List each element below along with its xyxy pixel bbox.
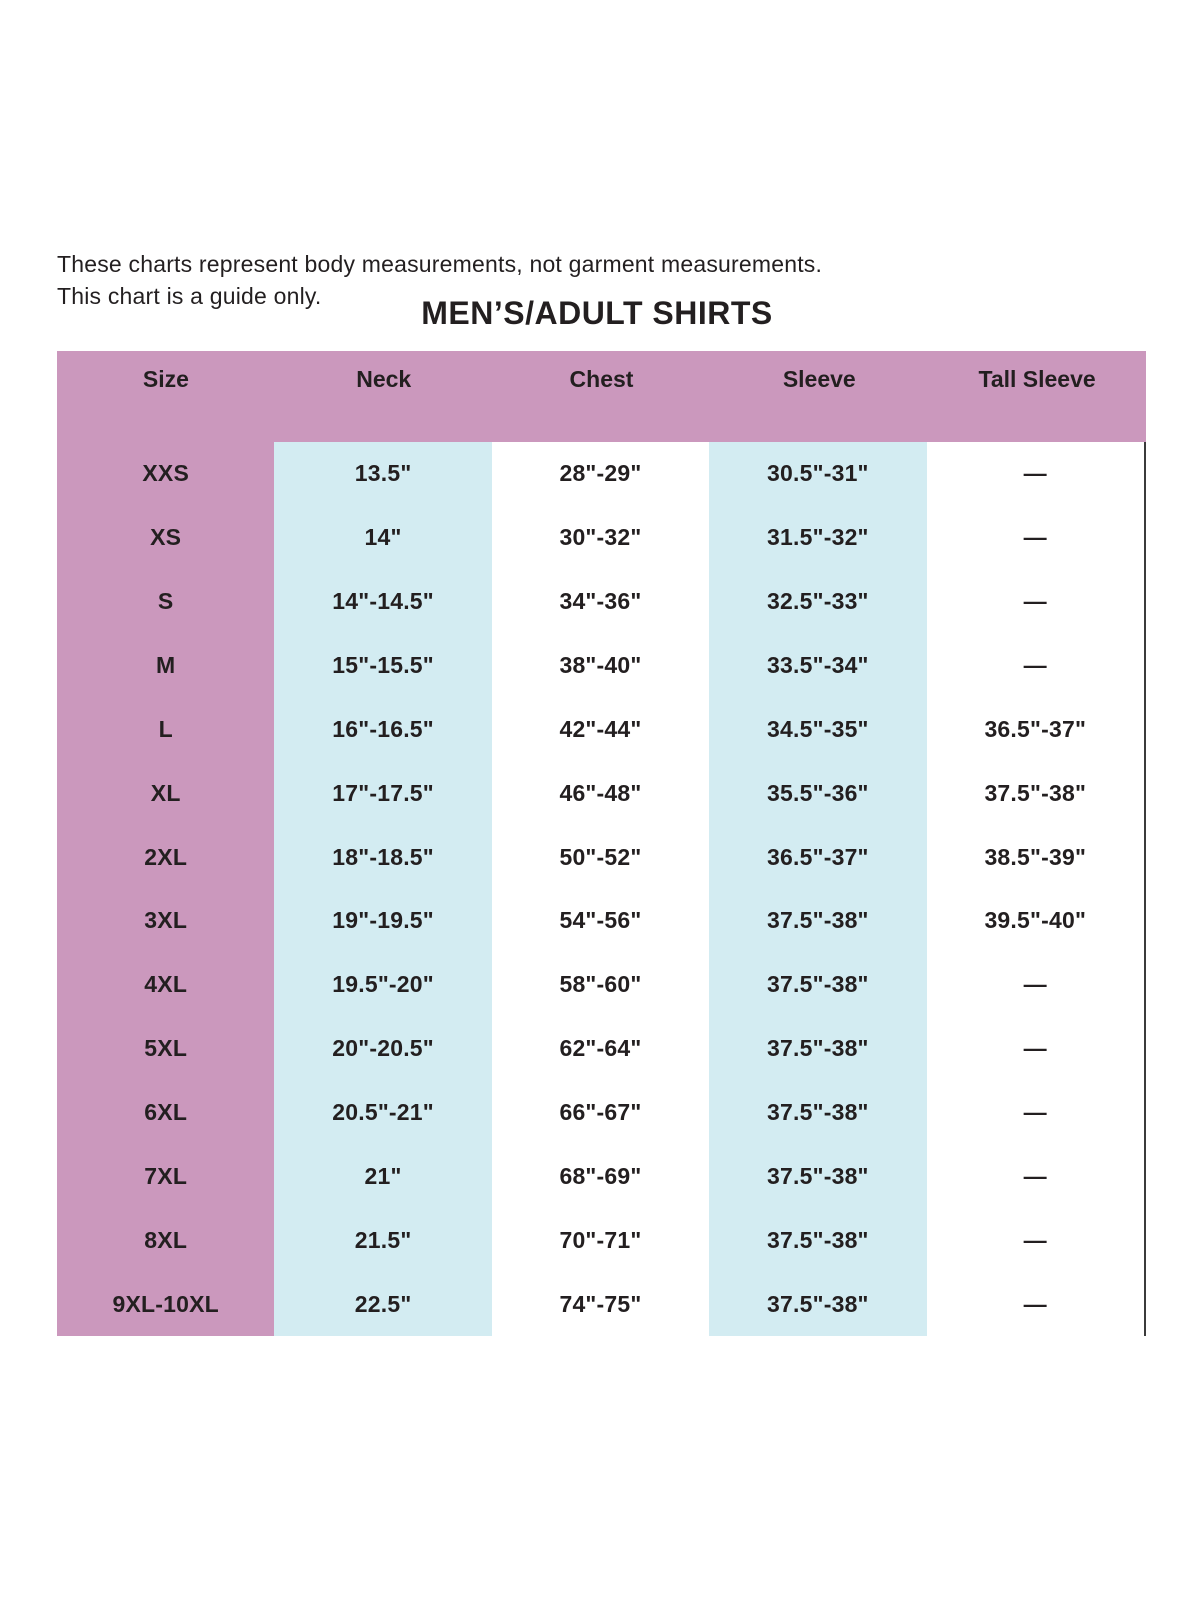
sleeve-cell: 37.5"-38" (709, 1208, 926, 1272)
tall-sleeve-cell: — (1023, 1290, 1047, 1317)
sleeve-cell: 34.5"-35" (709, 697, 926, 761)
tall-sleeve-cell: — (1023, 1099, 1047, 1126)
neck-cell: 17"-17.5" (274, 761, 491, 825)
sleeve-cell: 37.5"-38" (709, 953, 926, 1017)
chest-cell: 50"-52" (559, 843, 642, 870)
tall-sleeve-cell: 38.5"-39" (984, 843, 1087, 870)
size-cell: M (57, 634, 274, 698)
size-cell: 4XL (57, 953, 274, 1017)
table-row (57, 1081, 1144, 1145)
neck-cell: 14" (274, 506, 491, 570)
neck-cell: 22.5" (274, 1272, 491, 1336)
table-row (57, 506, 1144, 570)
size-cell: 5XL (57, 1017, 274, 1081)
size-cell: XL (57, 761, 274, 825)
tall-sleeve-cell: — (1023, 1226, 1047, 1253)
header-cell-chest: Chest (569, 366, 634, 392)
size-cell: S (57, 570, 274, 634)
table-row (57, 889, 1144, 953)
tall-sleeve-cell: — (1023, 1162, 1047, 1189)
chest-cell: 68"-69" (559, 1162, 642, 1189)
table-row (57, 761, 1144, 825)
neck-cell: 20"-20.5" (274, 1017, 491, 1081)
size-cell: XS (57, 506, 274, 570)
size-cell: XXS (57, 442, 274, 506)
table-row (57, 697, 1144, 761)
table-row (57, 1272, 1144, 1336)
page-title: MEN’S/ADULT SHIRTS (421, 295, 773, 331)
tall-sleeve-cell: — (1023, 1035, 1047, 1062)
header-cell-tall-sleeve: Tall Sleeve (978, 366, 1096, 392)
tall-sleeve-cell: 39.5"-40" (984, 907, 1087, 934)
size-chart-table (57, 351, 1146, 1336)
table-row (57, 1144, 1144, 1208)
table-row (57, 953, 1144, 1017)
sleeve-cell: 31.5"-32" (709, 506, 926, 570)
size-cell: 8XL (57, 1208, 274, 1272)
table-header-row (57, 351, 1146, 442)
disclaimer-line-1: These charts represent body measurements, not garment measurements. (57, 251, 823, 277)
table-body (57, 442, 1146, 1336)
chest-cell: 62"-64" (559, 1035, 642, 1062)
sleeve-cell: 37.5"-38" (709, 1272, 926, 1336)
neck-cell: 18"-18.5" (274, 825, 491, 889)
neck-cell: 19.5"-20" (274, 953, 491, 1017)
sleeve-cell: 37.5"-38" (709, 889, 926, 953)
table-row (57, 1017, 1144, 1081)
chest-cell: 34"-36" (559, 588, 642, 615)
chest-cell: 54"-56" (559, 907, 642, 934)
table-row (57, 825, 1144, 889)
tall-sleeve-cell: — (1023, 460, 1047, 487)
tall-sleeve-cell: 36.5"-37" (984, 715, 1087, 742)
sleeve-cell: 36.5"-37" (709, 825, 926, 889)
disclaimer-line-2: This chart is a guide only. (57, 283, 322, 309)
size-cell: 7XL (57, 1144, 274, 1208)
size-cell: 6XL (57, 1081, 274, 1145)
header-cell-size: Size (142, 366, 189, 392)
neck-cell: 21.5" (274, 1208, 491, 1272)
chest-cell: 28"-29" (559, 460, 642, 487)
table-row (57, 442, 1144, 506)
size-cell: 9XL-10XL (57, 1272, 274, 1336)
sleeve-cell: 33.5"-34" (709, 634, 926, 698)
neck-cell: 20.5"-21" (274, 1081, 491, 1145)
chest-cell: 70"-71" (559, 1226, 642, 1253)
chest-cell: 46"-48" (559, 779, 642, 806)
chest-cell: 30"-32" (559, 524, 642, 551)
neck-cell: 14"-14.5" (274, 570, 491, 634)
sleeve-cell: 30.5"-31" (709, 442, 926, 506)
tall-sleeve-cell: — (1023, 971, 1047, 998)
size-cell: 2XL (57, 825, 274, 889)
table-row (57, 634, 1144, 698)
tall-sleeve-cell: 37.5"-38" (984, 779, 1087, 806)
neck-cell: 15"-15.5" (274, 634, 491, 698)
tall-sleeve-cell: — (1023, 588, 1047, 615)
chest-cell: 38"-40" (559, 652, 642, 678)
neck-cell: 16"-16.5" (274, 697, 491, 761)
chest-cell: 42"-44" (559, 715, 642, 742)
header-cell-neck: Neck (356, 366, 412, 392)
size-cell: 3XL (57, 889, 274, 953)
size-cell: L (57, 697, 274, 761)
sleeve-cell: 35.5"-36" (709, 761, 926, 825)
tall-sleeve-cell: — (1023, 524, 1047, 551)
table-row (57, 570, 1144, 634)
table-row (57, 1208, 1144, 1272)
header-cell-sleeve: Sleeve (782, 366, 856, 392)
tall-sleeve-cell: — (1023, 652, 1047, 678)
neck-cell: 13.5" (274, 442, 491, 506)
sleeve-cell: 37.5"-38" (709, 1144, 926, 1208)
sleeve-cell: 32.5"-33" (709, 570, 926, 634)
sleeve-cell: 37.5"-38" (709, 1017, 926, 1081)
neck-cell: 19"-19.5" (274, 889, 491, 953)
chest-cell: 66"-67" (559, 1099, 642, 1126)
chest-cell: 74"-75" (559, 1290, 642, 1317)
chest-cell: 58"-60" (559, 971, 642, 998)
sleeve-cell: 37.5"-38" (709, 1081, 926, 1145)
neck-cell: 21" (274, 1144, 491, 1208)
